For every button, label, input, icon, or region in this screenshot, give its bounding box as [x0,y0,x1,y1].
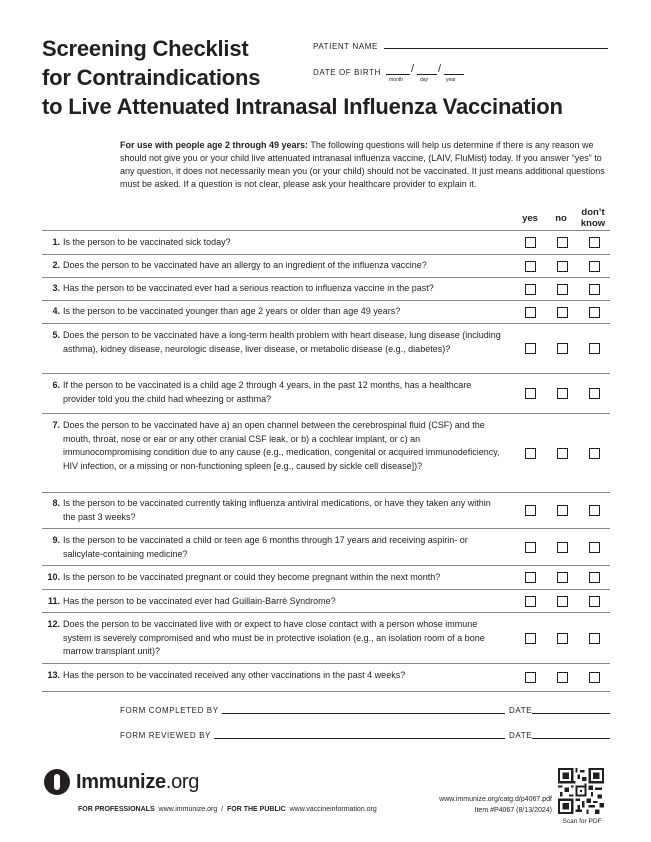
form-completed-field[interactable] [222,713,505,714]
question-text: If the person to be vaccinated is a child age 2 through 4 years, in the past 12 months, has a healthcare provider told you the child had wheezing or asthma? [63,380,472,404]
dob-year-sublabel: year [446,77,456,83]
checkbox-no[interactable] [557,343,568,354]
checkbox-dont-know[interactable] [589,505,600,516]
intro-paragraph [120,139,612,191]
form-reviewed-field[interactable] [214,738,505,739]
column-dont-know-line1: don’t [581,207,605,218]
question-row [42,528,610,565]
checkbox-dont-know[interactable] [589,388,600,399]
checkbox-dont-know[interactable] [589,237,600,248]
checkbox-dont-know[interactable] [589,307,600,318]
question-text: Has the person to be vaccinated received any other vaccinations in the past 4 weeks? [63,670,406,680]
checkbox-dont-know[interactable] [589,284,600,295]
question-number: 7. [52,420,60,430]
checkbox-yes[interactable] [525,572,536,583]
checkbox-yes[interactable] [525,448,536,459]
dob-slash-2: / [438,63,442,75]
form-reviewed-date-field[interactable] [532,738,610,739]
footer-pro-url[interactable]: www.immunize.org [158,806,218,813]
checkbox-no[interactable] [557,284,568,295]
form-completed-date-label: DATE [509,706,533,715]
footer-pro-label: FOR PROFESSIONALS [78,806,155,813]
qr-caption: Scan for PDF [562,818,602,825]
intro-lead: For use with people age 2 through 49 years: [120,140,309,150]
checkbox-dont-know[interactable] [589,672,600,683]
question-text: Is the person to be vaccinated younger than age 2 years or older than age 49 years? [63,306,401,316]
form-completed-date-field[interactable] [532,713,610,714]
title-line-3: to Live Attenuated Intranasal Influenza Vaccination [42,94,563,119]
footer-public-url[interactable]: www.vaccineinformation.org [289,806,377,813]
footer-pdf-url[interactable]: www.immunize.org/catg.d/p4067.pdf [439,796,552,803]
form-reviewed-date-label: DATE [509,731,533,740]
footer-item-number: Item #P4067 (8/13/2024) [474,807,552,814]
checkbox-yes[interactable] [525,505,536,516]
question-row [42,373,610,413]
question-number: 5. [52,330,60,340]
question-row [42,300,610,323]
checkbox-dont-know[interactable] [589,261,600,272]
question-number: 6. [52,380,60,390]
question-number: 3. [52,283,60,293]
question-row [42,612,610,663]
question-number: 2. [52,260,60,270]
question-text: Is the person to be vaccinated pregnant or could they become pregnant within the next month? [63,572,441,582]
question-number: 9. [52,535,60,545]
column-dont-know [577,207,609,229]
question-text: Has the person to be vaccinated ever had Guillain-Barré Syndrome? [63,596,336,606]
checkbox-no[interactable] [557,237,568,248]
question-row [42,492,610,528]
checkbox-no[interactable] [557,633,568,644]
dob-month-field[interactable] [386,74,410,75]
checkbox-yes[interactable] [525,388,536,399]
question-row [42,565,610,589]
dob-day-field[interactable] [417,74,437,75]
patient-name-label: PATIENT NAME [313,42,378,51]
checkbox-no[interactable] [557,572,568,583]
question-number: 8. [52,498,60,508]
form-reviewed-label: FORM REVIEWED BY [120,731,211,740]
checkbox-yes[interactable] [525,343,536,354]
question-text: Does the person to be vaccinated have a long-term health problem with heart disease, lung disease (including asthma), kidney disease, neurologic disease, liver disease, or metabolic disease (e.g., diabetes)? [63,330,501,354]
dob-label: DATE OF BIRTH [313,68,381,77]
question-number: 13. [47,670,60,680]
checkbox-yes[interactable] [525,542,536,553]
question-number: 12. [47,619,60,629]
question-text: Is the person to be vaccinated sick today? [63,237,231,247]
patient-name-field[interactable] [384,48,608,49]
form-completed-label: FORM COMPLETED BY [120,706,219,715]
question-text: Does the person to be vaccinated live with or expect to have close contact with a person whose immune system is severely compromised and who must be in protective isolation (e.g., an isolation room of a bone marrow transplant unit)? [63,619,485,656]
checkbox-yes[interactable] [525,596,536,607]
question-number: 10. [47,572,60,582]
qr-code [558,768,604,814]
immunize-logo-icon [44,769,70,795]
dob-year-field[interactable] [444,74,464,75]
logo-org-text: .org [165,770,200,793]
checkbox-dont-know[interactable] [589,633,600,644]
checkbox-dont-know[interactable] [589,448,600,459]
checkbox-yes[interactable] [525,237,536,248]
checkbox-no[interactable] [557,307,568,318]
question-number: 11. [47,596,60,606]
column-no: no [555,213,567,224]
checkbox-no[interactable] [557,672,568,683]
question-number: 1. [52,237,60,247]
checkbox-no[interactable] [557,261,568,272]
checkbox-no[interactable] [557,448,568,459]
question-text: Is the person to be vaccinated a child or teen age 6 months through 17 years and receiving aspirin- or salicylate-containing medicine? [63,535,468,559]
checkbox-no[interactable] [557,596,568,607]
question-number: 4. [52,306,60,316]
logo-main-text: Immunize [76,770,166,793]
checkbox-dont-know[interactable] [589,596,600,607]
checkbox-no[interactable] [557,542,568,553]
footer-links [78,806,377,813]
table-bottom-divider [42,691,610,692]
checkbox-dont-know[interactable] [589,572,600,583]
dob-month-sublabel: month [389,77,403,83]
question-row [42,230,610,254]
checkbox-dont-know[interactable] [589,343,600,354]
checkbox-no[interactable] [557,505,568,516]
checkbox-yes[interactable] [525,672,536,683]
dob-slash-1: / [411,63,415,75]
question-text: Does the person to be vaccinated have an allergy to an ingredient of the influenza vaccine? [63,260,427,270]
immunize-logo [44,769,199,795]
checkbox-no[interactable] [557,388,568,399]
intro-body: The following questions will help us determine if there is any reason we should not give you or your child live attenuated intranasal influenza vaccine, (LAIV, FluMist) today. If you answer “yes” to any question, it does not necessarily mean you (or your child) should not be vaccinated. It just means additional questions must be asked. If a question is not clear, please ask your healthcare provider to explain it. [120,140,605,189]
logo-text [76,771,199,794]
column-yes: yes [522,213,538,224]
footer-separator: / [221,806,224,813]
footer-public-label: FOR THE PUBLIC [227,806,286,813]
question-row [42,663,610,691]
question-row [42,413,610,492]
question-row [42,254,610,277]
checkbox-yes[interactable] [525,633,536,644]
checkbox-yes[interactable] [525,307,536,318]
question-text: Has the person to be vaccinated ever had a serious reaction to influenza vaccine in the past? [63,283,434,293]
title-line-1: Screening Checklist [42,36,249,61]
footer-item-info [439,794,552,816]
question-row [42,277,610,300]
checkbox-yes[interactable] [525,261,536,272]
title-line-2: for Contraindications [42,65,261,90]
checkbox-yes[interactable] [525,284,536,295]
question-row [42,589,610,612]
question-row [42,323,610,373]
question-text: Does the person to be vaccinated have a) an open channel between the cerebrospinal fluid (CSF) and the mouth, throat, nose or ear or any other cranial CSF leak, or b) a cochlear implant, or c) an immunocompromising condition due to any cause (e.g., medication, congenital or acquired immunodeficiency, HIV infection, or a missing or non-functioning spleen [e.g., caused by sickle cell disease])? [63,420,500,471]
question-text: Is the person to be vaccinated currently taking influenza antiviral medications, or have they taken any within the past 3 weeks? [63,498,491,522]
dob-day-sublabel: day [420,77,429,83]
checkbox-dont-know[interactable] [589,542,600,553]
column-dont-know-line2: know [580,218,606,229]
